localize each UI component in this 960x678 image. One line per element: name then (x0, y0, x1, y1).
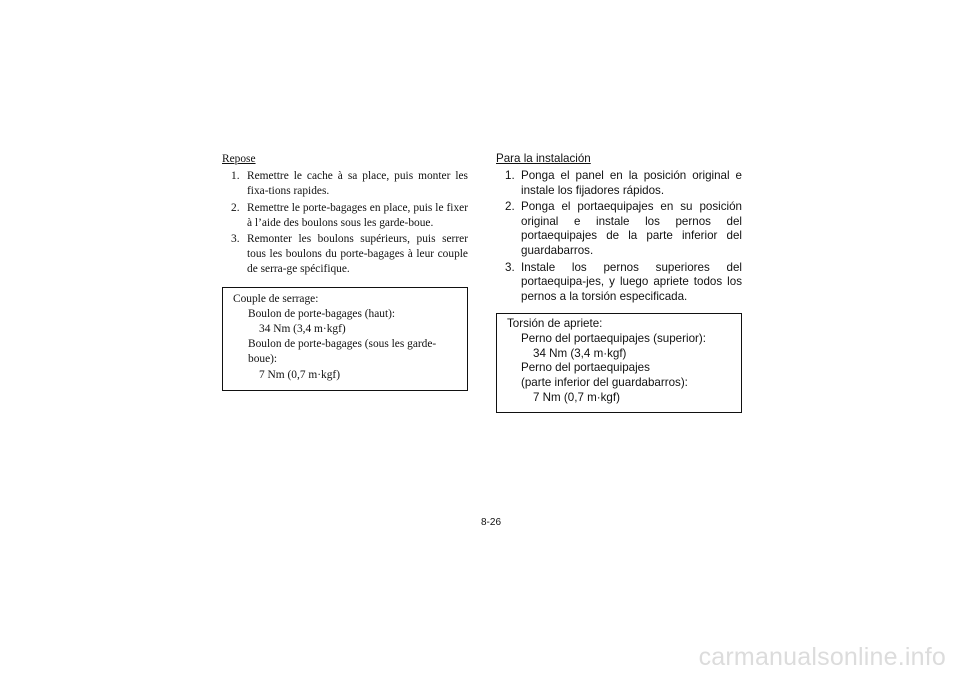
spec-item-value: 7 Nm (0,7 m·kgf) (259, 368, 340, 381)
step-text: Remettre le cache à sa place, puis monter les fixa-tions rapides. (247, 170, 468, 198)
spanish-step-1 (496, 169, 742, 199)
spec-item-label: Boulon de porte-bagages (haut): (248, 307, 396, 320)
step-text: Ponga el panel en la posición original e instale los fijadores rápidos. (521, 168, 742, 197)
step-number: 1. (231, 170, 240, 183)
step-number: 1. (505, 168, 515, 182)
page-number: 8-26 (480, 517, 501, 528)
spanish-steps (496, 169, 742, 305)
spec-item-value: 34 Nm (3,4 m·kgf) (259, 323, 346, 336)
spec-item-value: 7 Nm (0,7 m·kgf) (533, 390, 620, 404)
spanish-step-2 (496, 200, 742, 259)
spanish-column (496, 152, 742, 413)
spec-item-label: Perno del portaequipajes (521, 361, 650, 375)
spec-item-label: Boulon de porte-bagages (sous les garde-boue): (248, 338, 437, 366)
spec-item-label: (parte inferior del guardabarros): (521, 376, 688, 390)
spec-item-value: 34 Nm (3,4 m·kgf) (533, 346, 627, 360)
spec-title: Torsión de apriete: (507, 316, 603, 330)
spanish-heading: Para la instalación (496, 152, 591, 165)
spec-title: Couple de serrage: (233, 292, 319, 305)
french-column (222, 152, 468, 391)
step-text: Remettre le porte-bagages en place, puis le fixer à l’aide des boulons sous les garde-boue. (247, 201, 468, 229)
spec-item-label: Perno del portaequipajes (superior): (521, 331, 706, 345)
step-number: 2. (231, 201, 240, 214)
spanish-step-3 (496, 261, 742, 305)
step-text: Remonter les boulons supérieurs, puis serrer tous les boulons du porte-bagages à leur couple de serra-ge spécifique. (247, 233, 468, 276)
step-text: Instale los pernos superiores del portaequipa-jes, y luego apriete todos los pernos a la torsión especificada. (521, 260, 742, 304)
french-step-3 (222, 232, 468, 278)
spanish-torque-spec-box (496, 313, 742, 413)
french-torque-spec-box (222, 287, 468, 391)
step-text: Ponga el portaequipajes en su posición original e instale los pernos del portaequipajes de la parte inferior del guardabarros. (521, 199, 742, 258)
step-number: 3. (505, 260, 515, 274)
french-steps (222, 169, 468, 277)
french-step-1 (222, 169, 468, 199)
french-heading: Repose (222, 153, 256, 165)
step-number: 3. (231, 233, 240, 246)
watermark: carmanualsonline.info (698, 643, 946, 671)
step-number: 2. (505, 199, 515, 213)
french-step-2 (222, 201, 468, 231)
